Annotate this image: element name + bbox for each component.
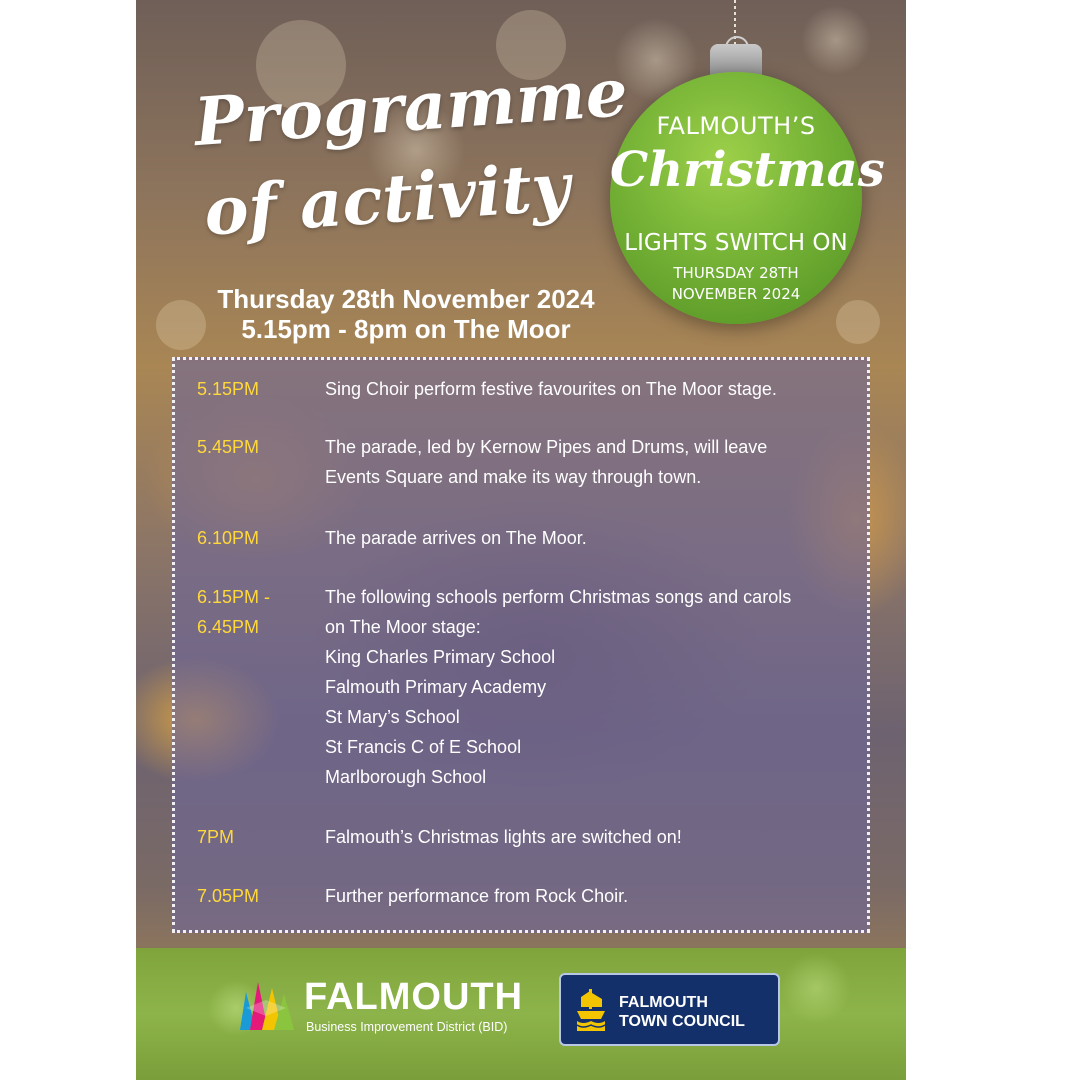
schedule-time-end: 6.45PM (197, 617, 260, 637)
bauble-lights-switch-on: LIGHTS SWITCH ON (624, 230, 848, 256)
council-name-line1: FALMOUTH (619, 994, 708, 1011)
school-name: King Charles Primary School (325, 647, 556, 667)
schedule-time: 7.05PM (197, 886, 260, 906)
council-name-line2: TOWN COUNCIL (619, 1013, 745, 1030)
school-name: Marlborough School (325, 767, 487, 787)
schedule-time: 5.45PM (197, 437, 260, 457)
town-council-logo (559, 973, 780, 1046)
school-name: Falmouth Primary Academy (325, 677, 547, 697)
schedule-time: 5.15PM (197, 379, 260, 399)
schedule-description: Events Square and make its way through town. (325, 467, 702, 487)
bauble-christmas-script: Christmas (610, 142, 885, 198)
bid-logo-subtitle: Business Improvement District (BID) (306, 1020, 508, 1034)
bokeh-light (836, 300, 880, 344)
page-title-line1: Programme (191, 52, 630, 162)
school-name: St Francis C of E School (325, 737, 522, 757)
falmouth-bid-logo-icon (236, 978, 296, 1033)
schedule-description: Sing Choir perform festive favourites on The Moor stage. (325, 379, 777, 399)
schedule-description: The parade arrives on The Moor. (325, 528, 587, 548)
school-name: St Mary’s School (325, 707, 460, 727)
ship-crest-icon (575, 987, 607, 1033)
schedule-time: 6.15PM - (197, 587, 271, 607)
schedule-description: The parade, led by Kernow Pipes and Drums, will leave (325, 437, 768, 457)
bauble-date-line2: NOVEMBER 2024 (671, 285, 801, 303)
event-time-location: 5.15pm - 8pm on The Moor (241, 314, 571, 344)
event-date: Thursday 28th November 2024 (217, 284, 595, 314)
poster (136, 0, 906, 1080)
bauble-town-name: FALMOUTH’S (656, 112, 816, 140)
bauble-date-line1: THURSDAY 28TH (673, 264, 799, 282)
page-title-line2: of activity (201, 147, 573, 251)
schedule-description: on The Moor stage: (325, 617, 481, 637)
bid-logo-title: FALMOUTH (304, 976, 524, 1018)
schedule-time: 7PM (197, 827, 235, 847)
schedule-time: 6.10PM (197, 528, 260, 548)
sponsor-footer (136, 948, 906, 1080)
schedule-description: Further performance from Rock Choir. (325, 886, 629, 906)
schedule-panel (172, 357, 870, 933)
schedule-description: Falmouth’s Christmas lights are switched on! (325, 827, 682, 847)
schedule-description: The following schools perform Christmas songs and carols (325, 587, 792, 607)
